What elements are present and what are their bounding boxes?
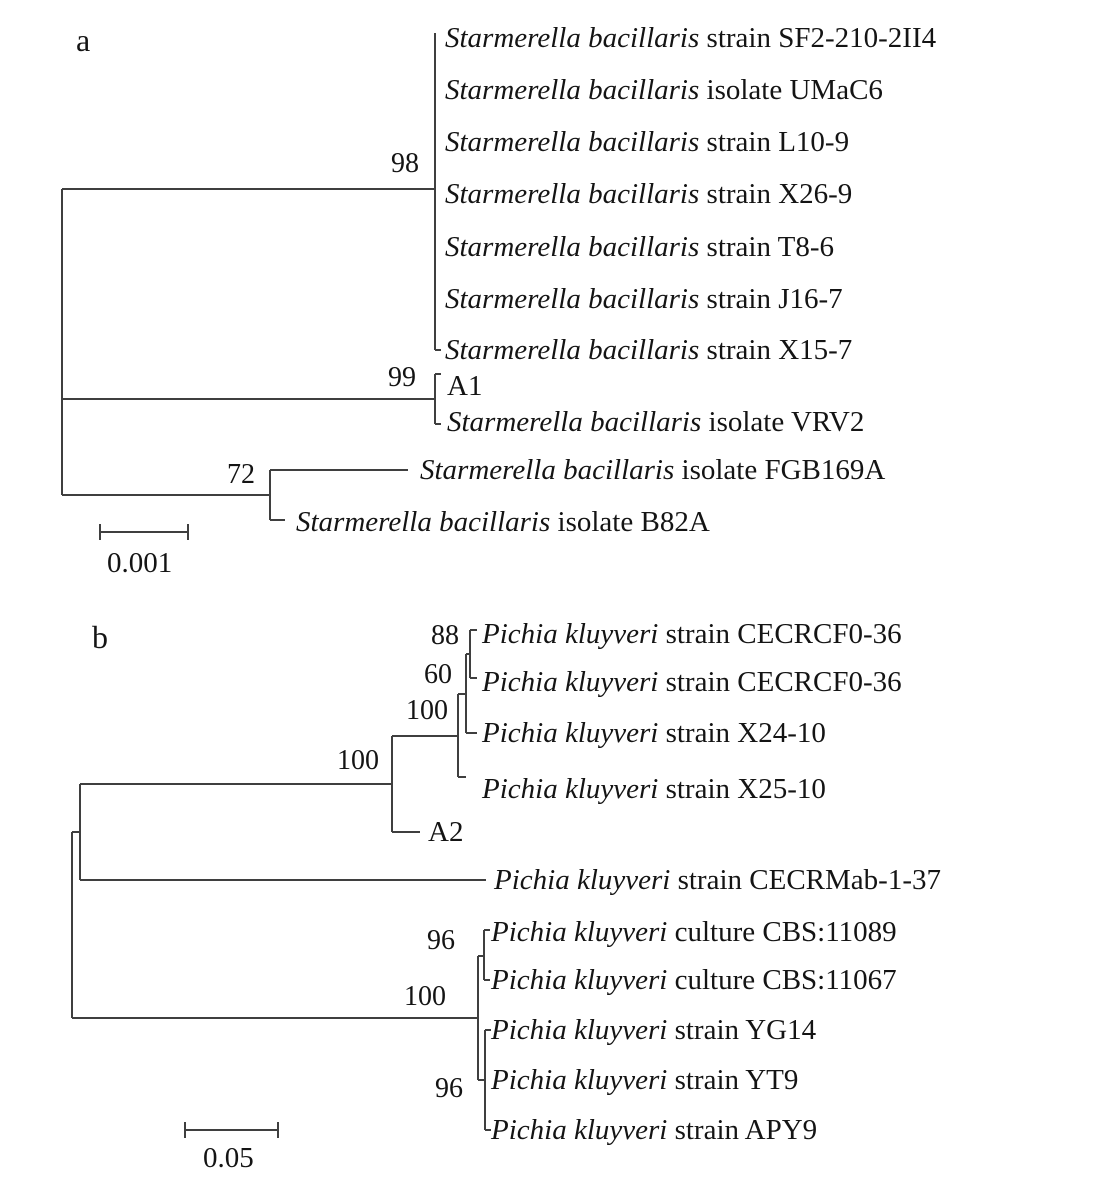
taxon-b-cecrcf0-36-1: [482, 619, 902, 649]
taxon-a-x15-7: [445, 335, 852, 365]
taxon-b-x25-10: [482, 774, 826, 804]
taxon-a-l10-9: [445, 127, 849, 157]
taxon-a-vrv2: [447, 407, 864, 437]
bootstrap-88: 88: [431, 620, 459, 651]
species-name: Pichia kluyveri: [482, 666, 659, 698]
bootstrap-100-upper: 100: [337, 745, 379, 776]
taxon-a-t8-6: [445, 232, 834, 262]
bootstrap-98: 98: [391, 148, 419, 179]
strain-text: A1: [447, 370, 483, 402]
bootstrap-99: 99: [388, 362, 416, 393]
species-name: Starmerella bacillaris: [445, 334, 700, 366]
bootstrap-96-y: 96: [435, 1073, 463, 1104]
taxon-b-x24-10: [482, 718, 826, 748]
taxon-a-sf2-210-2ii4: [445, 23, 936, 53]
species-name: Pichia kluyveri: [494, 864, 671, 896]
taxon-a-umac6: [445, 75, 883, 105]
strain-text: strain L10-9: [699, 126, 850, 158]
species-name: Starmerella bacillaris: [445, 126, 700, 158]
panel-a-letter: a: [76, 22, 91, 58]
taxon-a-j16-7: [445, 284, 843, 314]
strain-text: strain CECRCF0-36: [658, 666, 902, 698]
taxon-a-a1: [447, 371, 482, 401]
strain-text: strain APY9: [667, 1114, 818, 1146]
bootstrap-60: 60: [424, 659, 452, 690]
strain-text: culture CBS:11067: [667, 964, 897, 996]
strain-text: culture CBS:11089: [667, 916, 897, 948]
species-name: Starmerella bacillaris: [445, 231, 700, 263]
species-name: Pichia kluyveri: [491, 1064, 668, 1096]
scalebar-a-label: 0.001: [107, 547, 173, 579]
species-name: Starmerella bacillaris: [445, 178, 700, 210]
taxon-a-x26-9: [445, 179, 852, 209]
scalebar-b-label: 0.05: [203, 1142, 254, 1174]
species-name: Starmerella bacillaris: [445, 22, 700, 54]
taxon-a-fgb169a: [420, 455, 885, 485]
strain-text: strain T8-6: [699, 231, 835, 263]
species-name: Pichia kluyveri: [491, 1014, 668, 1046]
bootstrap-100-upper-inner: 100: [406, 695, 448, 726]
species-name: Pichia kluyveri: [491, 964, 668, 996]
species-name: Pichia kluyveri: [482, 618, 659, 650]
strain-text: strain X26-9: [699, 178, 853, 210]
taxon-b-yt9: [491, 1065, 798, 1095]
strain-text: A2: [428, 816, 464, 848]
strain-text: strain YG14: [667, 1014, 817, 1046]
species-name: Starmerella bacillaris: [420, 454, 675, 486]
strain-text: strain J16-7: [699, 283, 843, 315]
species-name: Starmerella bacillaris: [296, 506, 551, 538]
taxon-a-b82a: [296, 507, 710, 537]
taxon-b-cbs-11067: [491, 965, 897, 995]
strain-text: strain SF2-210-2II4: [699, 22, 937, 54]
strain-text: isolate B82A: [550, 506, 710, 538]
bootstrap-72: 72: [227, 459, 255, 490]
strain-text: strain X24-10: [658, 717, 826, 749]
taxon-b-cecrmab-1-37: [494, 865, 941, 895]
strain-text: isolate UMaC6: [699, 74, 883, 106]
species-name: Pichia kluyveri: [491, 916, 668, 948]
species-name: Pichia kluyveri: [482, 773, 659, 805]
panel-b-letter: b: [92, 619, 108, 655]
species-name: Starmerella bacillaris: [445, 74, 700, 106]
species-name: Starmerella bacillaris: [447, 406, 702, 438]
strain-text: isolate VRV2: [701, 406, 865, 438]
strain-text: strain X25-10: [658, 773, 826, 805]
taxon-b-yg14: [491, 1015, 816, 1045]
taxon-b-cbs-11089: [491, 917, 897, 947]
strain-text: strain X15-7: [699, 334, 853, 366]
bootstrap-96-cbs: 96: [427, 925, 455, 956]
strain-text: strain CECRCF0-36: [658, 618, 902, 650]
species-name: Pichia kluyveri: [482, 717, 659, 749]
taxon-b-cecrcf0-36-2: [482, 667, 902, 697]
taxon-b-apy9: [491, 1115, 817, 1145]
species-name: Pichia kluyveri: [491, 1114, 668, 1146]
strain-text: strain CECRMab-1-37: [670, 864, 941, 896]
bootstrap-100-lower: 100: [404, 981, 446, 1012]
species-name: Starmerella bacillaris: [445, 283, 700, 315]
strain-text: strain YT9: [667, 1064, 799, 1096]
strain-text: isolate FGB169A: [674, 454, 886, 486]
taxon-b-a2: [428, 817, 463, 847]
